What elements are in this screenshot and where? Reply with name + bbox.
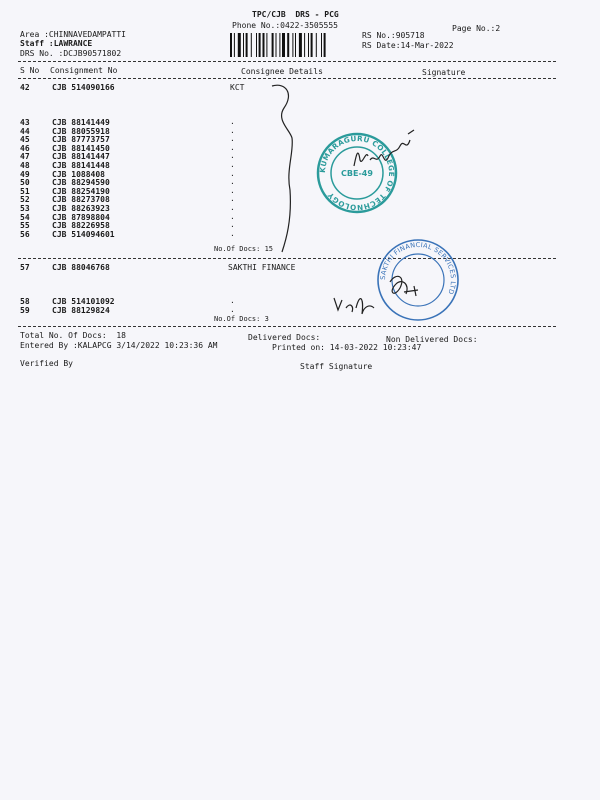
row-consignment: CJB 88129824 xyxy=(52,306,110,315)
row-consignment: CJB 514101092 xyxy=(52,297,115,306)
placeholder-dot: . xyxy=(230,151,235,161)
total-docs: Total No. Of Docs: 18 xyxy=(20,331,126,340)
row-sno: 58 xyxy=(20,297,30,306)
signature-sakthi xyxy=(330,262,430,322)
non-delivered-docs: Non Delivered Docs: xyxy=(386,335,478,344)
row-consignment: CJB 88226958 xyxy=(52,221,110,231)
row-consignment: CJB 88141449 xyxy=(52,118,110,127)
placeholder-dot: . xyxy=(230,168,235,178)
verified-by: Verified By xyxy=(20,359,73,368)
docs-count-kct: No.Of Docs: 15 xyxy=(214,245,274,253)
row-sno: 53 xyxy=(20,204,30,213)
divider-group xyxy=(18,258,556,259)
row-sno: 55 xyxy=(20,221,30,231)
placeholder-dot: . xyxy=(230,203,235,212)
kct-stamp-text: KUMARAGURU COLLEGE OF TECHNOLOGY xyxy=(317,133,397,213)
placeholder-dot: . xyxy=(230,117,235,126)
row-sno: 59 xyxy=(20,306,30,315)
placeholder-dot: . xyxy=(230,142,235,152)
row-consignment: CJB 88046768 xyxy=(52,263,110,272)
placeholder-dot: . xyxy=(230,211,235,221)
handwritten-brace xyxy=(268,80,308,260)
row-sno: 50 xyxy=(20,178,30,188)
row-sno: 54 xyxy=(20,212,30,222)
divider-top xyxy=(18,61,556,62)
row-consignment: CJB 88263923 xyxy=(52,204,110,213)
placeholder-dot: . xyxy=(230,160,235,169)
row-sno: 48 xyxy=(20,161,30,170)
row-consignment: CJB 88294590 xyxy=(52,178,110,188)
page-number: Page No.:2 xyxy=(452,24,501,33)
placeholder-dot: . xyxy=(230,185,235,195)
kct-stamp-center: CBE-49 xyxy=(341,169,373,178)
column-header-consignment: Consignment No xyxy=(50,66,118,75)
row-sno: 49 xyxy=(20,169,30,179)
staff-label: Staff :LAWRANCE xyxy=(20,39,93,48)
row-consignment: CJB 1088408 xyxy=(52,169,105,179)
phone-number: Phone No.:0422-3505555 xyxy=(232,21,338,30)
row-sno: 47 xyxy=(20,152,30,162)
column-header-signature: Signature xyxy=(422,68,466,77)
placeholder-dot: . xyxy=(230,194,235,204)
row-consignment: CJB 88141448 xyxy=(52,161,110,170)
row-sno: 52 xyxy=(20,195,30,205)
placeholder-dot: . xyxy=(230,134,235,144)
row-sno: 51 xyxy=(20,186,30,196)
consignee-name-sakthi: SAKTHI FINANCE xyxy=(228,263,296,272)
placeholder-dot: . xyxy=(230,228,235,238)
column-header-sno: S No xyxy=(20,66,40,75)
row-sno: 46 xyxy=(20,143,30,153)
staff-signature: Staff Signature xyxy=(300,362,373,371)
drs-number: DRS No. :DCJB90571802 xyxy=(20,49,122,58)
consignee-name-kct: KCT xyxy=(230,83,245,92)
row-sno: 57 xyxy=(20,263,30,272)
document-title: TPC/CJB DRS - PCG xyxy=(252,10,339,19)
row-sno: 45 xyxy=(20,135,30,145)
placeholder-dot: . xyxy=(230,177,235,187)
row-consignment: CJB 514090166 xyxy=(52,83,115,92)
placeholder-dot: . xyxy=(230,220,235,230)
delivered-docs: Delivered Docs: xyxy=(248,333,321,342)
divider-bottom xyxy=(18,326,556,327)
row-sno: 44 xyxy=(20,126,30,136)
divider-header xyxy=(18,78,556,79)
entered-by: Entered By :KALAPCG 3/14/2022 10:23:36 AM xyxy=(20,341,218,350)
placeholder-dot: . xyxy=(230,296,235,305)
row-consignment: CJB 87898804 xyxy=(52,212,110,222)
placeholder-dot: . xyxy=(230,305,235,314)
row-consignment: CJB 87773757 xyxy=(52,135,110,145)
printed-on: Printed on: 14-03-2022 10:23:47 xyxy=(272,343,422,352)
barcode xyxy=(230,33,354,57)
rs-number: RS No.:905718 xyxy=(362,31,425,40)
area-label: Area :CHINNAVEDAMPATTI xyxy=(20,30,126,39)
placeholder-dot: . xyxy=(230,125,235,135)
row-consignment: CJB 88273708 xyxy=(52,195,110,205)
column-header-consignee: Consignee Details xyxy=(241,67,323,76)
sakthi-stamp-text: SAKTHI FINANCIAL SERVICES LTD xyxy=(378,240,458,296)
row-consignment: CJB 88141450 xyxy=(52,143,110,153)
row-sno: 56 xyxy=(20,229,30,239)
signature-kct xyxy=(350,126,420,180)
row-consignment: CJB 88055918 xyxy=(52,126,110,136)
row-consignment: CJB 88254190 xyxy=(52,186,110,196)
docs-count-sakthi: No.Of Docs: 3 xyxy=(214,315,269,323)
row-consignment: CJB 514094601 xyxy=(52,229,115,239)
row-sno: 43 xyxy=(20,118,30,127)
rs-date: RS Date:14-Mar-2022 xyxy=(362,41,454,50)
row-sno: 42 xyxy=(20,83,30,92)
row-consignment: CJB 88141447 xyxy=(52,152,110,162)
